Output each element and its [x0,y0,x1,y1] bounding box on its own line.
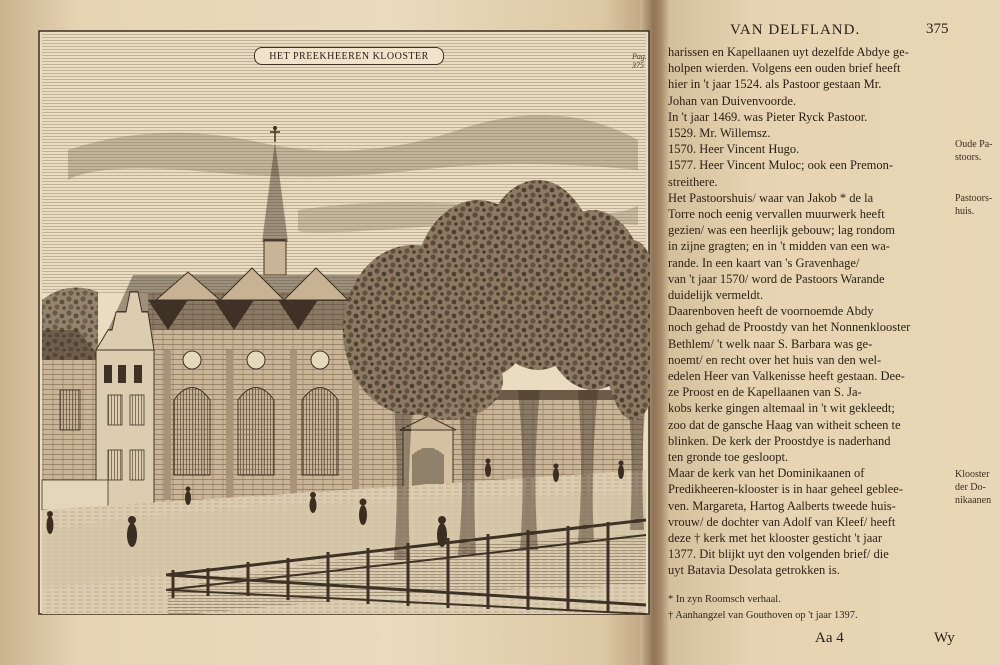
text-line: Bethlem/ 't welk naar S. Barbara was ge- [668,336,873,351]
footnote-2: † Aanhangzel van Gouthoven op 't jaar 1397. [668,610,858,621]
text-line: gezien/ was een heerlijk gebouw; lag rondom [668,223,896,238]
plate-title: HET PREEKHEEREN KLOOSTER [269,50,429,62]
footnote-1: * In zyn Roomsch verhaal. [668,594,781,605]
text-line: uyt Batavia Desolata getrokken is. [668,563,840,578]
engraving-plate [38,30,650,615]
text-line: rande. In een kaart van 's Gravenhage/ [668,255,860,270]
text-line: 1570. Heer Vincent Hugo. [668,142,800,157]
text-line: Het Pastoorshuis/ waar van Jakob * de la [668,190,874,205]
text-line: kobs kerke gingen altemaal in 't wit gekleedt; [668,401,895,416]
margin-note-oude-pastoors: Oude Pa- stoors. [955,139,993,163]
text-line: blinken. De kerk der Proostdye is naderhand [668,433,891,448]
text-line: ten gronde toe gesloopt. [668,450,789,464]
text-line: 1377. Dit blijkt uyt den volgenden brief/ die [668,547,889,562]
plate-title-cartouche [254,47,444,65]
signature-mark: Aa 4 [815,630,844,646]
text-line: hier in 't jaar 1524. als Pastoor gestaan Mr. [668,77,882,92]
text-line: noch gehad de Proostdy van het Nonnenklooster [668,320,911,335]
text-line: 1529. Mr. Willemsz. [668,126,771,140]
text-line: van 't jaar 1570/ word de Pastoors Warande [668,271,885,286]
margin-note-klooster: Klooster der Do- nikaanen [955,469,992,506]
text-line: streithere. [668,174,718,189]
catchword: Wy [934,630,955,646]
page-number: 375 [926,21,949,37]
text-line: zoo dat de gansche Haag van witheit scheen te [668,417,901,432]
text-line: Johan van Duivenvoorde. [668,93,797,108]
text-line: vrouw/ de dochter van Adolf van Kleef/ heeft [668,514,896,529]
text-line: ven. Margareta, Hartog Aalberts tweede huis- [668,498,896,513]
text-line: In 't jaar 1469. was Pieter Ryck Pastoor. [668,109,868,124]
text-line: noemt/ en recht over het huis van den wel- [668,352,882,367]
running-head-title: VAN DELFLAND. [730,22,861,38]
text-line: 1577. Heer Vincent Muloc; ook een Premon- [668,158,894,173]
text-line: edelen Heer van Valkenisse heeft gestaan. Dee- [668,369,905,383]
plate-page-reference: Pag. 375 [632,52,647,70]
text-line: ze Proost en de Kapellaanen van S. Ja- [668,385,862,400]
running-header [720,22,992,42]
text-line: in zijne gragten; en in 't midden van een wa- [668,239,890,254]
margin-note-pastoorshuis: Pastoors- huis. [955,193,993,217]
text-line: deze † kerk met het klooster gesticht 't jaar [668,531,882,545]
engraving-illustration [38,30,650,615]
body-text [668,44,958,584]
text-line: Predikheeren-klooster is in haar geheel geblee- [668,482,903,497]
text-line: duidelijk vermeldt. [668,288,764,302]
text-line: harissen en Kapellaanen uyt dezelfde Abdye ge- [668,45,909,59]
text-line: Daarenboven heeft de voornoemde Abdy [668,304,874,319]
text-line: Maar de kerk van het Dominikaanen of [668,466,865,481]
text-line: Torre noch eenig vervallen muurwerk heeft [668,207,885,221]
text-line: holpen wierden. Volgens een ouden brief heeft [668,61,901,76]
